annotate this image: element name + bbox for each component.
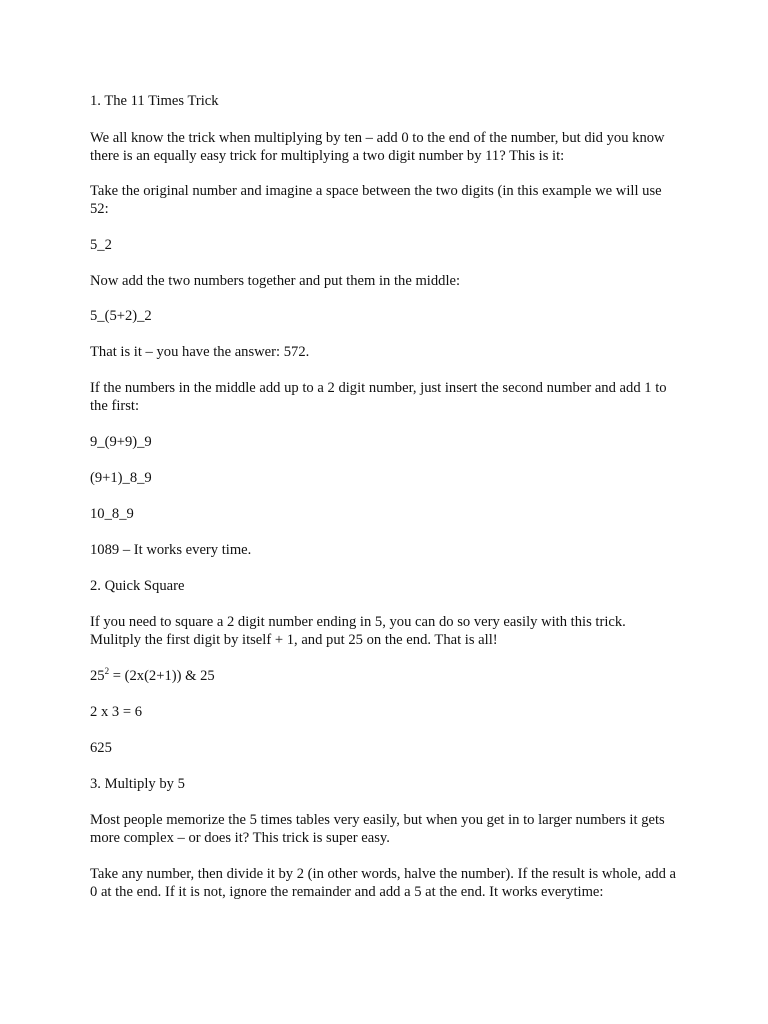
section-1-step-1: Take the original number and imagine a space between the two digits (in this example we will use 52: bbox=[90, 183, 662, 217]
section-1-result: That is it – you have the answer: 572. bbox=[90, 344, 310, 360]
section-1-carry-example-1: 9_(9+9)_9 bbox=[90, 434, 152, 450]
section-1-intro: We all know the trick when multiplying by ten – add 0 to the end of the number, but did you know there is an equally easy trick for multiplying a two digit number by 11? This is it: bbox=[90, 130, 665, 164]
formula-rest: = (2x(2+1)) & 25 bbox=[109, 668, 215, 684]
section-1-carry-rule: If the numbers in the middle add up to a 2 digit number, just insert the second number and add 1 to the first: bbox=[90, 380, 667, 414]
section-1-carry-result: 1089 – It works every time. bbox=[90, 542, 252, 558]
section-1-step-2: Now add the two numbers together and put them in the middle: bbox=[90, 273, 461, 289]
section-2-heading: 2. Quick Square bbox=[90, 578, 185, 594]
section-1-carry-example-3: 10_8_9 bbox=[90, 506, 134, 522]
section-1-heading: 1. The 11 Times Trick bbox=[90, 93, 219, 109]
formula-exponent: 2 bbox=[104, 666, 110, 676]
section-1-example-2: 5_(5+2)_2 bbox=[90, 308, 152, 324]
section-2-answer: 625 bbox=[90, 740, 112, 756]
section-1-carry-example-2: (9+1)_8_9 bbox=[90, 470, 152, 486]
formula-base: 25 bbox=[90, 668, 105, 684]
section-2-step: 2 x 3 = 6 bbox=[90, 704, 143, 720]
section-2-formula bbox=[90, 667, 680, 685]
section-1-example-1: 5_2 bbox=[90, 237, 112, 253]
section-3-heading: 3. Multiply by 5 bbox=[90, 776, 185, 792]
section-3-rule: Take any number, then divide it by 2 (in other words, halve the number). If the result is whole, add a 0 at the end. If it is not, ignore the remainder and add a 5 at the end. It works everytime: bbox=[90, 866, 677, 900]
section-3-intro: Most people memorize the 5 times tables very easily, but when you get in to larger numbers it gets more complex – or does it? This trick is super easy. bbox=[90, 812, 665, 846]
section-2-intro: If you need to square a 2 digit number ending in 5, you can do so very easily with this trick. Mulitply the first digit by itself + 1, and put 25 on the end. That is all! bbox=[90, 614, 626, 648]
